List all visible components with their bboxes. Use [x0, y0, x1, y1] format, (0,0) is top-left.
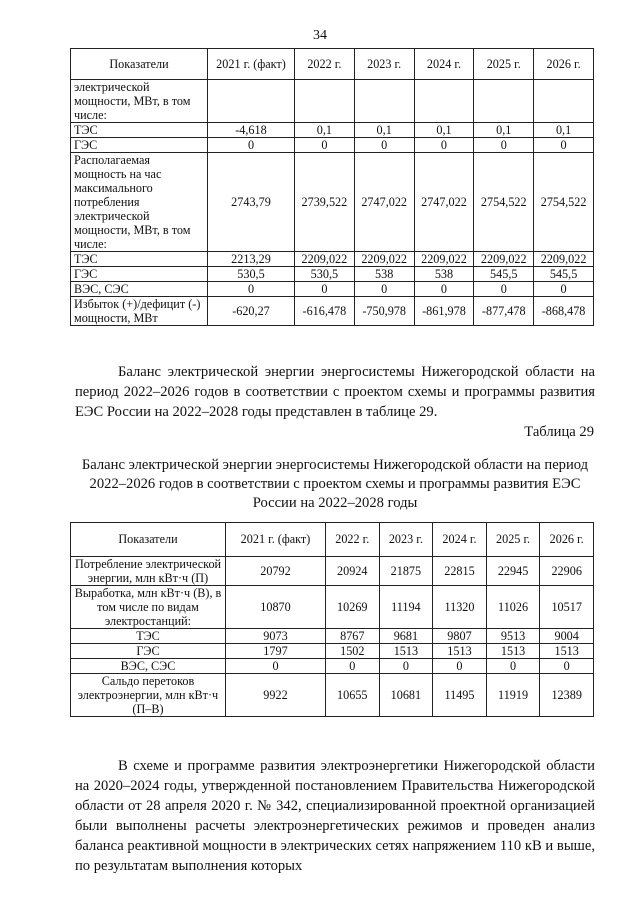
cell: -4,618 — [208, 123, 295, 138]
table-row — [71, 80, 594, 123]
header-cell: 2024 г. — [433, 523, 487, 557]
cell: 9807 — [433, 629, 487, 644]
cell: 0 — [208, 138, 295, 153]
header-cell: 2024 г. — [414, 49, 474, 80]
cell: 0 — [433, 659, 487, 674]
cell: 0 — [294, 138, 354, 153]
cell: 0 — [354, 138, 414, 153]
cell: 11194 — [379, 586, 433, 629]
table-row — [71, 282, 594, 297]
table-row — [71, 123, 594, 138]
header-cell: 2022 г. — [325, 523, 379, 557]
cell: 0 — [226, 659, 326, 674]
cell: 9681 — [379, 629, 433, 644]
cell: 0 — [208, 282, 295, 297]
cell: 2209,022 — [294, 252, 354, 267]
cell: 9922 — [226, 674, 326, 717]
cell: 0,1 — [534, 123, 594, 138]
cell: 545,5 — [534, 267, 594, 282]
table-row — [71, 674, 594, 717]
cell: 8767 — [325, 629, 379, 644]
cell: 0 — [540, 659, 594, 674]
row-label: ТЭС — [71, 629, 226, 644]
cell: 0,1 — [474, 123, 534, 138]
cell: 0 — [294, 282, 354, 297]
row-label: ТЭС — [71, 252, 208, 267]
cell: 2213,29 — [208, 252, 295, 267]
cell: 0,1 — [414, 123, 474, 138]
cell: 1513 — [379, 644, 433, 659]
cell: 11495 — [433, 674, 487, 717]
row-label: ГЭС — [71, 644, 226, 659]
cell — [534, 80, 594, 123]
cell — [354, 80, 414, 123]
cell: 2743,79 — [208, 153, 295, 252]
cell: 538 — [414, 267, 474, 282]
cell: 22906 — [540, 557, 594, 586]
table-row — [71, 138, 594, 153]
cell: 10655 — [325, 674, 379, 717]
table-row — [71, 557, 594, 586]
cell: 11919 — [486, 674, 540, 717]
cell: 2739,522 — [294, 153, 354, 252]
cell: -868,478 — [534, 297, 594, 326]
cell: 538 — [354, 267, 414, 282]
cell: 9004 — [540, 629, 594, 644]
cell: 20924 — [325, 557, 379, 586]
table-caption: Баланс электрической энергии энергосистемы Нижегородской области на период 2022–2026 годов в соответствии с проектом схемы и программы развития ЕЭС России на 2022–2028 годы — [81, 457, 589, 511]
header-cell: 2021 г. (факт) — [208, 49, 295, 80]
cell: 21875 — [379, 557, 433, 586]
cell: 0 — [414, 282, 474, 297]
cell: 0 — [486, 659, 540, 674]
cell: 2209,022 — [474, 252, 534, 267]
table-row — [71, 252, 594, 267]
header-cell: 2021 г. (факт) — [226, 523, 326, 557]
cell: 0 — [534, 282, 594, 297]
cell: 1513 — [540, 644, 594, 659]
header-cell: 2023 г. — [354, 49, 414, 80]
table-row — [71, 267, 594, 282]
table-row — [71, 586, 594, 629]
cell: 0 — [474, 138, 534, 153]
cell: 20792 — [226, 557, 326, 586]
header-cell: 2022 г. — [294, 49, 354, 80]
row-label: ГЭС — [71, 138, 208, 153]
body-paragraph: В схеме и программе развития электроэнергетики Нижегородской области на 2020–2024 годы, утвержденной постановлением Правительства Нижегородской области от 28 апреля 2020 г. № 342, специализированной проектной организацией были выполнены расчеты электроэнергетических режимов и проведен анализ баланса реактивной мощности в электрических сетях напряжением 110 кВ и выше, по результатам выполнения которых — [75, 758, 595, 874]
row-label: Выработка, млн кВт·ч (В), в том числе по видам электростанций: — [71, 586, 226, 629]
cell: 0 — [534, 138, 594, 153]
cell: 1797 — [226, 644, 326, 659]
cell: 1502 — [325, 644, 379, 659]
cell: -750,978 — [354, 297, 414, 326]
cell: 2747,022 — [414, 153, 474, 252]
row-label: ВЭС, СЭС — [71, 282, 208, 297]
row-label: ВЭС, СЭС — [71, 659, 226, 674]
cell — [414, 80, 474, 123]
cell: 1513 — [433, 644, 487, 659]
cell: -616,478 — [294, 297, 354, 326]
header-cell: 2023 г. — [379, 523, 433, 557]
cell: 22945 — [486, 557, 540, 586]
table-header-row — [71, 523, 594, 557]
row-label: ТЭС — [71, 123, 208, 138]
cell: 11320 — [433, 586, 487, 629]
cell: -620,27 — [208, 297, 295, 326]
cell: 12389 — [540, 674, 594, 717]
table-row — [71, 153, 594, 252]
cell: 22815 — [433, 557, 487, 586]
row-label: Избыток (+)/дефицит (-) мощности, МВт — [71, 297, 208, 326]
cell: 10517 — [540, 586, 594, 629]
cell: 530,5 — [294, 267, 354, 282]
cell: 2209,022 — [354, 252, 414, 267]
cell: 0 — [414, 138, 474, 153]
row-label: ГЭС — [71, 267, 208, 282]
cell — [208, 80, 295, 123]
cell: 10870 — [226, 586, 326, 629]
cell: 0 — [354, 282, 414, 297]
header-cell: 2025 г. — [486, 523, 540, 557]
cell: 0 — [379, 659, 433, 674]
header-cell: 2026 г. — [540, 523, 594, 557]
header-cell: 2025 г. — [474, 49, 534, 80]
cell: -861,978 — [414, 297, 474, 326]
cell: 9513 — [486, 629, 540, 644]
cell: 1513 — [486, 644, 540, 659]
cell: 0 — [474, 282, 534, 297]
cell: 0,1 — [354, 123, 414, 138]
table-row — [71, 297, 594, 326]
cell: 10681 — [379, 674, 433, 717]
cell — [294, 80, 354, 123]
table-row — [71, 659, 594, 674]
table-row — [71, 629, 594, 644]
energy-balance-table — [70, 522, 594, 717]
cell: 0,1 — [294, 123, 354, 138]
power-balance-table — [70, 48, 594, 326]
row-label: электрической мощности, МВт, в том числе: — [71, 80, 208, 123]
header-cell: Показатели — [71, 49, 208, 80]
row-label: Потребление электрической энергии, млн кВт·ч (П) — [71, 557, 226, 586]
row-label: Располагаемая мощность на час максимального потребления электрической мощности, МВт, в том числе: — [71, 153, 208, 252]
body-paragraph: Баланс электрической энергии энергосистемы Нижегородской области на период 2022–2026 годов в соответствии с проектом схемы и программы развития ЕЭС России на 2022–2028 годы представлен в таблице 29. — [75, 364, 595, 420]
cell: 545,5 — [474, 267, 534, 282]
row-label: Сальдо перетоков электроэнергии, млн кВт·ч (П–В) — [71, 674, 226, 717]
cell: 0 — [325, 659, 379, 674]
header-cell: Показатели — [71, 523, 226, 557]
cell: 2209,022 — [414, 252, 474, 267]
table-header-row — [71, 49, 594, 80]
cell: 530,5 — [208, 267, 295, 282]
cell: 9073 — [226, 629, 326, 644]
cell — [474, 80, 534, 123]
cell: -877,478 — [474, 297, 534, 326]
cell: 10269 — [325, 586, 379, 629]
cell: 11026 — [486, 586, 540, 629]
table-number-label: Таблица 29 — [524, 424, 594, 440]
cell: 2747,022 — [354, 153, 414, 252]
header-cell: 2026 г. — [534, 49, 594, 80]
page-number: 34 — [313, 28, 327, 43]
cell: 2754,522 — [534, 153, 594, 252]
cell: 2209,022 — [534, 252, 594, 267]
table-row — [71, 644, 594, 659]
cell: 2754,522 — [474, 153, 534, 252]
